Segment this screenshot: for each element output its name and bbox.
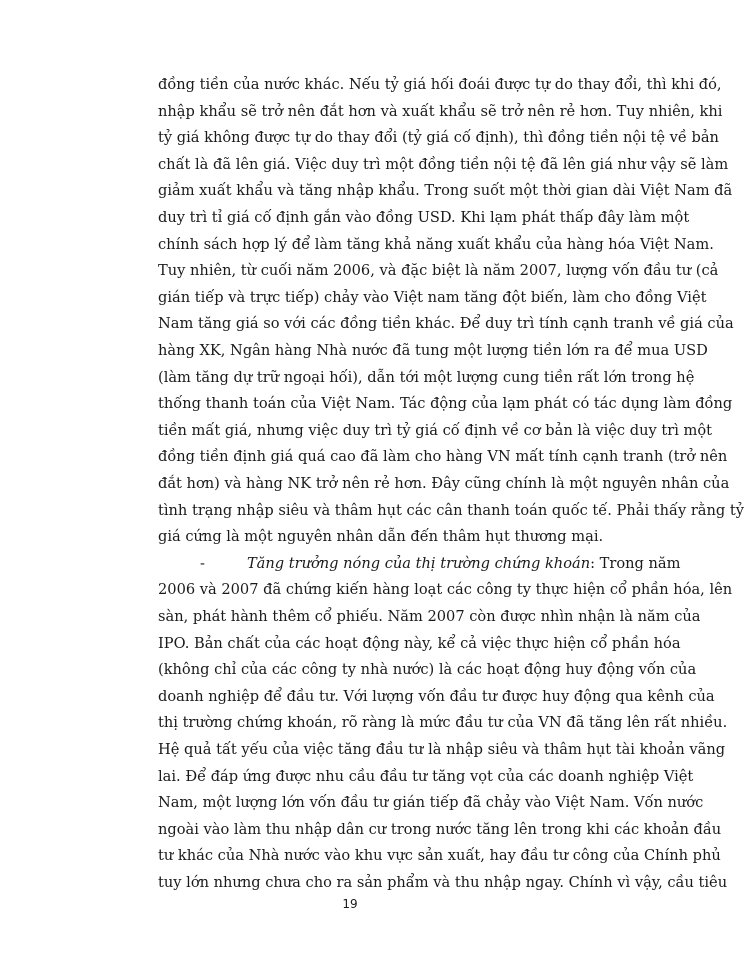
- paragraph-line: Nam, một lượng lớn vốn đầu tư gián tiếp đã chảy vào Việt Nam. Vốn nước: [158, 794, 704, 812]
- paragraph-line: giá cứng là một nguyên nhân dẫn đến thâm hụt thương mại.: [158, 528, 604, 546]
- paragraph-line: đồng tiền của nước khác. Nếu tỷ giá hối đoái được tự do thay đổi, thì khi đó,: [158, 76, 722, 93]
- paragraph-line: IPO. Bản chất của các hoạt động này, kể cả việc thực hiện cổ phần hóa: [158, 634, 681, 652]
- paragraph-line: nhập khẩu sẽ trở nên đắt hơn và xuất khẩu sẽ trở nên rẻ hơn. Tuy nhiên, khi: [158, 102, 723, 120]
- paragraph-line: hàng XK, Ngân hàng Nhà nước đã tung một lượng tiền lớn ra để mua USD: [158, 342, 708, 359]
- paragraph-line: Hệ quả tất yếu của việc tăng đầu tư là nhập siêu và thâm hụt tài khoản vãng: [158, 741, 726, 758]
- paragraph-line: Tuy nhiên, từ cuối năm 2006, và đặc biệt là năm 2007, lượng vốn đầu tư (cả: [158, 262, 719, 280]
- paragraph-line: lai. Để đáp ứng được nhu cầu đầu tư tăng vọt của các doanh nghiệp Việt: [158, 767, 694, 785]
- paragraph-line: duy trì tỉ giá cố định gắn vào đồng USD. Khi lạm phát thấp đây làm một: [158, 209, 690, 226]
- bullet-dash: -: [200, 554, 205, 572]
- paragraph-line: 2006 và 2007 đã chứng kiến hàng loạt các công ty thực hiện cổ phần hóa, lên: [158, 581, 733, 599]
- paragraph-line: tỷ giá không được tự do thay đổi (tỷ giá cố định), thì đồng tiền nội tệ về bản: [158, 129, 719, 147]
- page-number: 19: [342, 897, 358, 911]
- bullet-heading-line: [200, 551, 681, 578]
- paragraph-line: sàn, phát hành thêm cổ phiếu. Năm 2007 còn được nhìn nhận là năm của: [158, 608, 701, 625]
- section-heading: Tăng trưởng nóng của thị trường chứng khoán: [246, 554, 591, 572]
- paragraph-line: doanh nghiệp để đầu tư. Với lượng vốn đầu tư được huy động qua kênh của: [158, 687, 715, 705]
- paragraph-line: đắt hơn) và hàng NK trở nên rẻ hơn. Đây cũng chính là một nguyên nhân của: [158, 475, 730, 492]
- paragraph-line: tuy lớn nhưng chưa cho ra sản phẩm và thu nhập ngay. Chính vì vậy, cầu tiêu: [158, 874, 728, 891]
- paragraph-line: chất là đã lên giá. Việc duy trì một đồng tiền nội tệ đã lên giá như vậy sẽ làm: [158, 155, 729, 173]
- paragraph-line: giảm xuất khẩu và tăng nhập khẩu. Trong suốt một thời gian dài Việt Nam đã: [158, 182, 733, 200]
- heading-continuation: : Trong năm: [590, 554, 681, 572]
- paragraph-line: (làm tăng dự trữ ngoại hối), dẫn tới một lượng cung tiền rất lớn trong hệ: [158, 368, 695, 386]
- paragraph-line: đồng tiền định giá quá cao đã làm cho hàng VN mất tính cạnh tranh (trở nên: [158, 448, 728, 466]
- paragraph-line: ngoài vào làm thu nhập dân cư trong nước tăng lên trong khi các khoản đầu: [158, 820, 722, 838]
- paragraph-line: (không chỉ của các công ty nhà nước) là các hoạt động huy động vốn của: [158, 661, 697, 679]
- paragraph-line: tình trạng nhập siêu và thâm hụt các cân thanh toán quốc tế. Phải thấy rằng tỷ: [158, 501, 744, 519]
- paragraph-line: gián tiếp và trực tiếp) chảy vào Việt nam tăng đột biến, làm cho đồng Việt: [158, 288, 707, 306]
- paragraph-line: Nam tăng giá so với các đồng tiền khác. Để duy trì tính cạnh tranh về giá của: [158, 315, 734, 333]
- paragraph-line: thống thanh toán của Việt Nam. Tác động của lạm phát có tác dụng làm đồng: [158, 395, 733, 413]
- paragraph-line: thị trường chứng khoán, rõ ràng là mức đầu tư của VN đã tăng lên rất nhiều.: [158, 714, 728, 732]
- paragraph-line: chính sách hợp lý để làm tăng khả năng xuất khẩu của hàng hóa Việt Nam.: [158, 235, 714, 253]
- paragraph-line: tiền mất giá, nhưng việc duy trì tỷ giá cố định về cơ bản là việc duy trì một: [158, 421, 712, 439]
- paragraph-line: tư khác của Nhà nước vào khu vực sản xuất, hay đầu tư công của Chính phủ: [158, 847, 721, 865]
